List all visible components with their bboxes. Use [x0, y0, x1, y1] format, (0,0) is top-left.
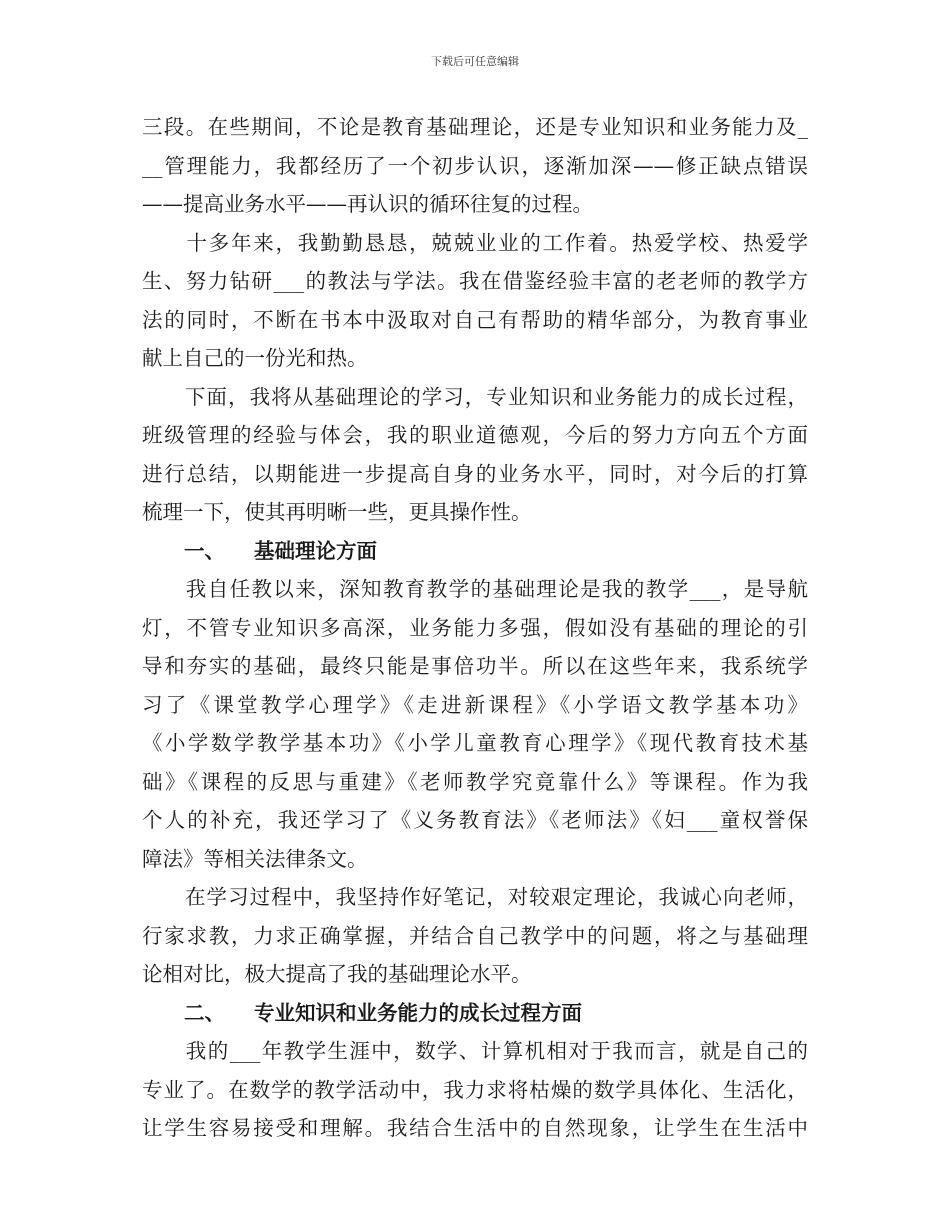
paragraph-line: 献上自己的一份光和热。 — [142, 346, 368, 370]
section-heading-2 — [142, 994, 808, 1033]
section-number: 二、 — [184, 1000, 225, 1025]
paragraph-line: 进行总结，以期能进一步提高自身的业务水平，同时，对今后的打算 — [142, 461, 808, 486]
paragraph-line: 在学习过程中，我坚持作好笔记，对较艰定理论，我诚心向老师， — [142, 885, 808, 909]
section-heading-1 — [142, 532, 808, 571]
paragraph-line: 障法》等相关法律条文。 — [142, 846, 368, 871]
paragraph-line: ——提高业务水平——再认识的循环往复的过程。 — [142, 192, 593, 216]
paragraph-line: 让学生容易接受和理解。我结合生活中的自然现象，让学生在生活中 — [142, 1116, 808, 1140]
paragraph-line: 习了《课堂教学心理学》《走进新课程》《小学语文教学基本功》 — [142, 692, 808, 717]
paragraph-line: 灯，不管专业知识多高深，业务能力多强，假如没有基础的理论的引 — [142, 615, 808, 640]
paragraph-line: 班级管理的经验与体会，我的职业道德观，今后的努力方向五个方面 — [142, 423, 808, 447]
paragraph-line: 导和夯实的基础，最终只能是事倍功半。所以在这些年来，我系统学 — [142, 654, 808, 678]
section-title: 基础理论方面 — [254, 538, 377, 563]
paragraph-line: 三段。在些期间，不论是教育基础理论，还是专业知识和业务能力及_ — [142, 115, 808, 139]
paragraph-line: 础》《课程的反思与重建》《老师教学究竟靠什么》等课程。作为我 — [142, 769, 808, 794]
paragraph-line: 法的同时，不断在书本中汲取对自己有帮助的精华部分，为教育事业 — [142, 307, 808, 332]
paragraph-line: 我自任教以来，深知教育教学的基础理论是我的教学___，是导航 — [142, 577, 808, 601]
paragraph-line: 专业了。在数学的教学活动中，我力求将枯燥的数学具体化、生活化， — [142, 1077, 808, 1102]
document-body — [142, 108, 808, 1148]
section-title: 专业知识和业务能力的成长过程方面 — [254, 1000, 582, 1025]
section-number: 一、 — [184, 538, 225, 563]
paragraph-line: 个人的补充，我还学习了《义务教育法》《老师法》《妇___童权誉保 — [142, 808, 808, 832]
page-header: 下载后可任意编辑 — [431, 55, 519, 68]
paragraph-line: 下面，我将从基础理论的学习，专业知识和业务能力的成长过程， — [142, 384, 808, 409]
paragraph-line: 《小学数学教学基本功》《小学儿童教育心理学》《现代教育技术基 — [142, 731, 808, 755]
paragraph-line: 我的___年教学生涯中，数学、计算机相对于我而言，就是自己的 — [142, 1039, 808, 1063]
paragraph-line: 生、努力钻研___的教法与学法。我在借鉴经验丰富的老老师的教学方 — [142, 269, 808, 293]
paragraph-line: 行家求教，力求正确掌握，并结合自己教学中的问题，将之与基础理 — [142, 923, 808, 948]
paragraph-line: 梳理一下，使其再明晰一些，更具操作性。 — [142, 500, 532, 524]
paragraph-line: 十多年来，我勤勤恳恳，兢兢业业的工作着。热爱学校、热爱学 — [142, 230, 808, 255]
paragraph-line: 论相对比，极大提高了我的基础理论水平。 — [142, 962, 532, 986]
paragraph-line: __管理能力，我都经历了一个初步认识，逐渐加深——修正缺点错误 — [142, 153, 808, 178]
